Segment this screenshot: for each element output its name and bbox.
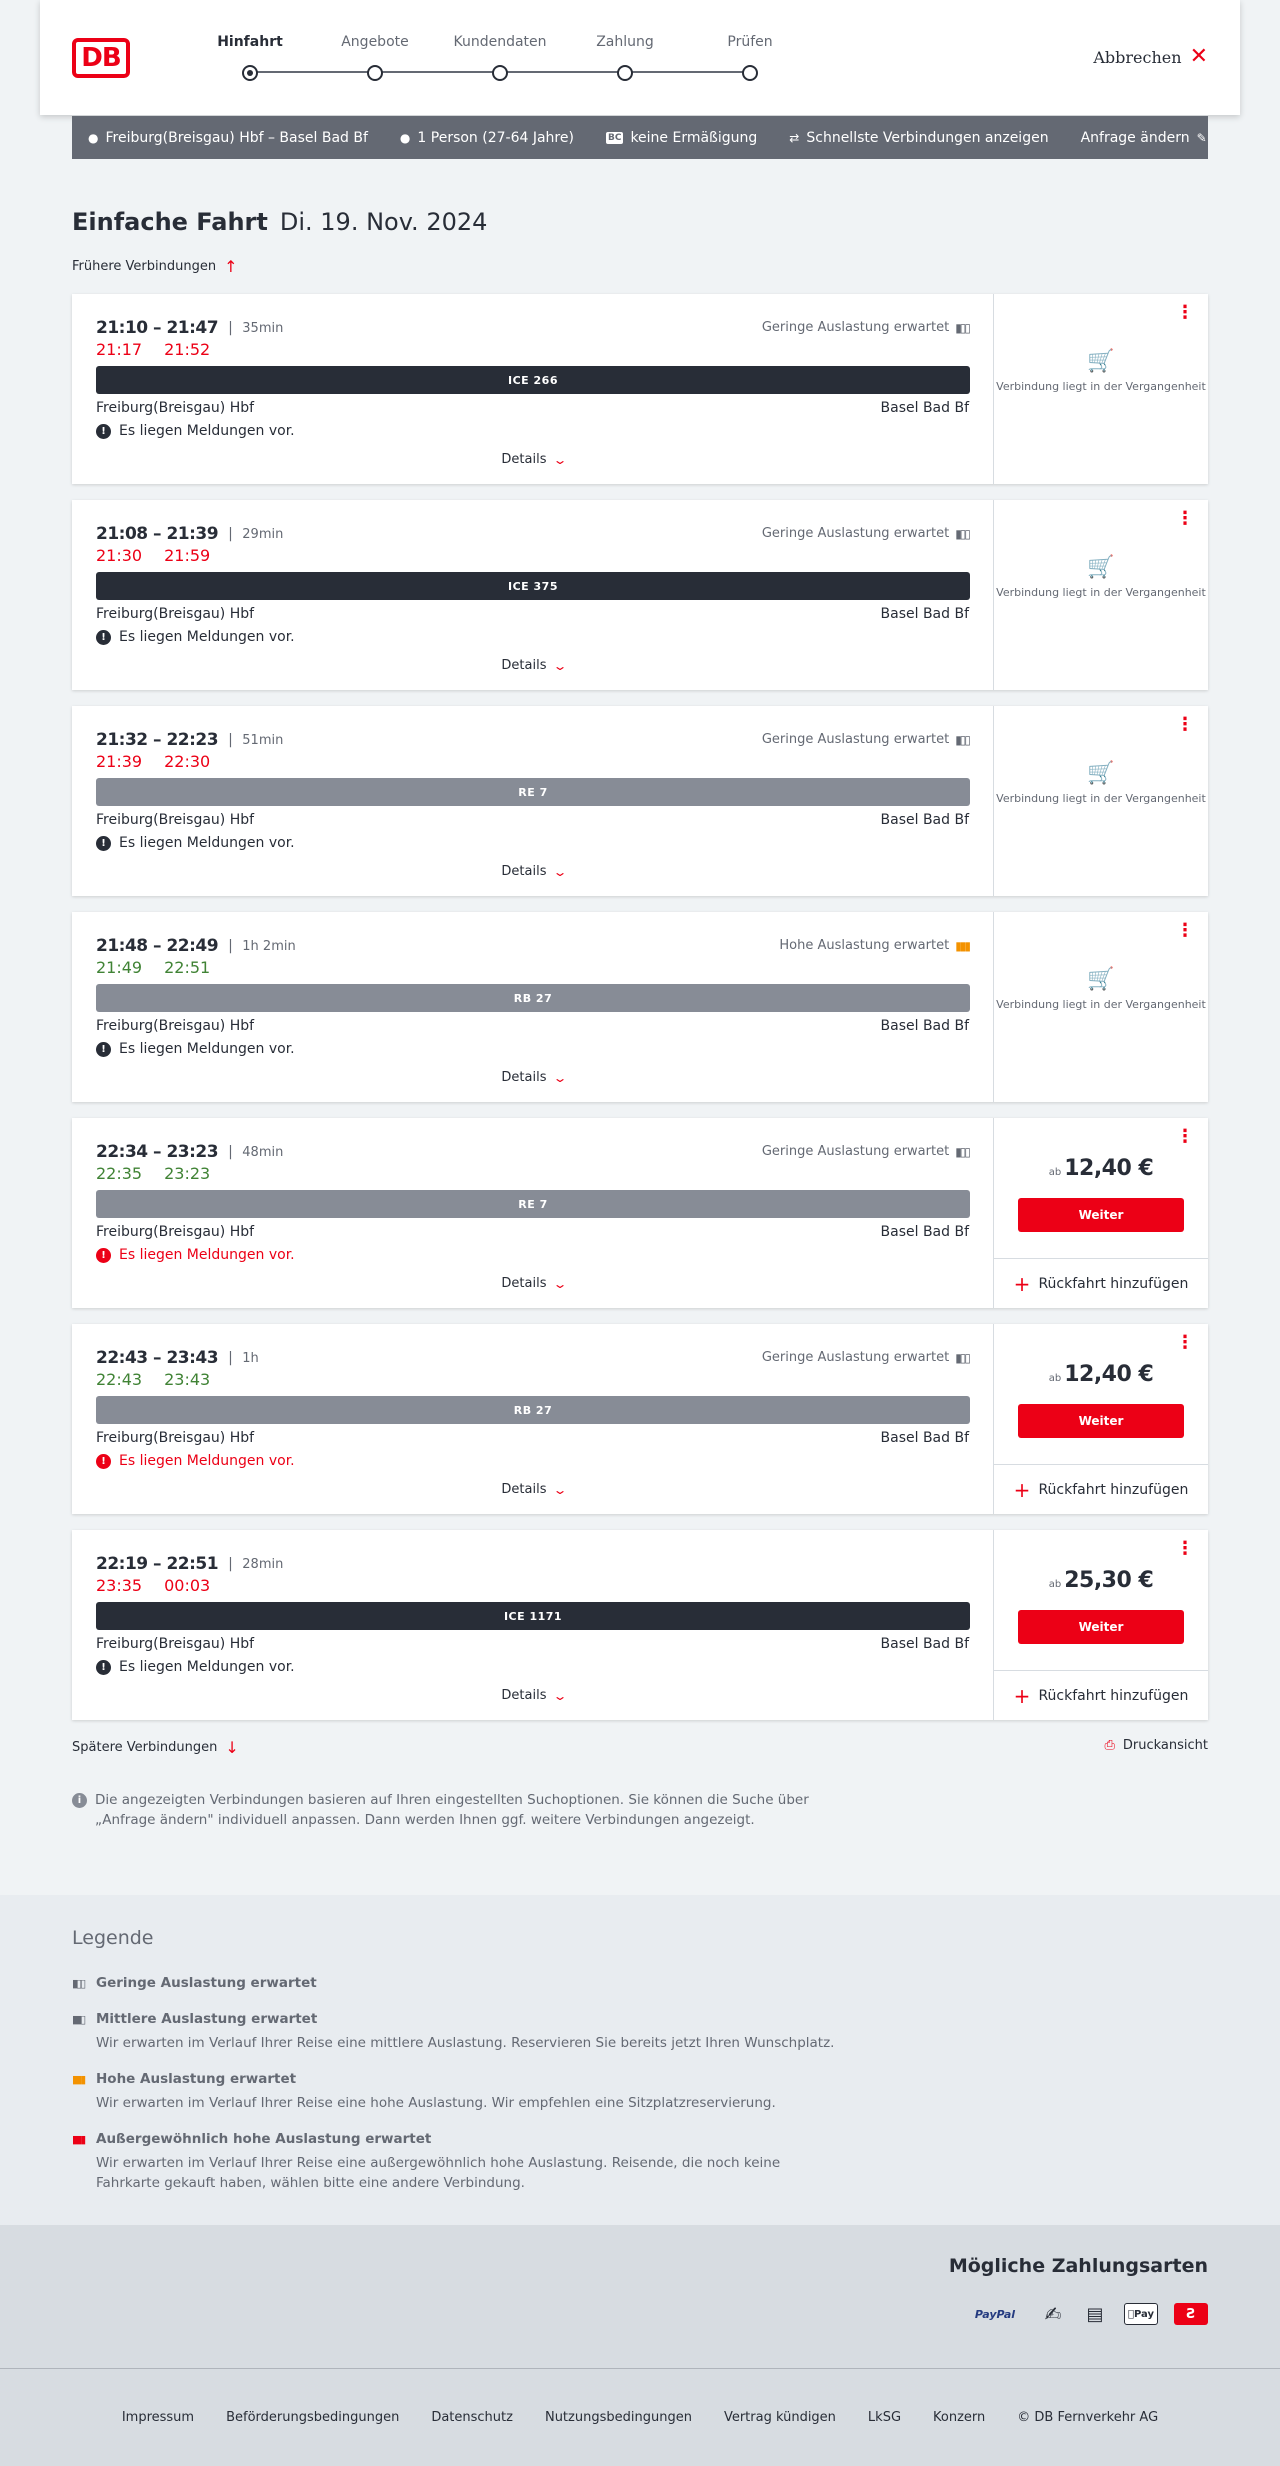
details-label: Details	[501, 864, 547, 879]
separator: |	[228, 938, 233, 954]
train-bar[interactable]: ICE 266	[96, 366, 970, 394]
sepa-icon: ▤	[1086, 2303, 1104, 2325]
price	[994, 1156, 1208, 1181]
realtime-times	[96, 340, 210, 359]
notice-text: Es liegen Meldungen vor.	[119, 835, 295, 851]
cancel-button[interactable]	[1093, 46, 1208, 68]
chevron-down-icon: ⌄	[551, 1070, 568, 1085]
connection-offer	[994, 294, 1208, 484]
past-connection-note	[994, 349, 1208, 394]
plus-icon: +	[1013, 1477, 1031, 1502]
realtime-departure: 21:39	[96, 752, 143, 771]
edit-request-button[interactable]	[1081, 130, 1207, 146]
plus-icon: +	[1013, 1683, 1031, 1708]
step-dot	[242, 65, 258, 81]
notice-text: Es liegen Meldungen vor.	[119, 1247, 295, 1263]
price-value: 12,40 €	[1064, 1362, 1154, 1387]
payment-methods-section	[0, 2225, 1280, 2368]
train-bar[interactable]: RE 7	[96, 1190, 970, 1218]
cancel-label: Abbrechen	[1093, 47, 1182, 67]
connection-main	[72, 1530, 994, 1720]
duration: 48min	[242, 1144, 284, 1160]
print-view-link[interactable]	[1104, 1738, 1208, 1753]
price	[994, 1362, 1208, 1387]
origin-station: Freiburg(Breisgau) Hbf	[96, 1430, 255, 1446]
summary-fastest-text: Schnellste Verbindungen anzeigen	[806, 129, 1049, 146]
details-label: Details	[501, 658, 547, 673]
realtime-departure: 21:30	[96, 546, 143, 565]
separator: |	[228, 1350, 233, 1366]
destination-station: Basel Bad Bf	[880, 606, 969, 622]
load-low-icon: ▮▯▯	[955, 320, 969, 335]
page-title-date: Di. 19. Nov. 2024	[279, 208, 488, 236]
load-extreme-icon: ▮▮▮	[72, 2132, 85, 2146]
footer-link-vertrag-kuendigen[interactable]: Vertrag kündigen	[723, 2410, 836, 2425]
legend-item-high	[72, 2071, 872, 2113]
chevron-down-icon: ⌄	[551, 658, 568, 673]
exclamation-icon: !	[96, 1660, 111, 1675]
add-return-trip-button[interactable]	[994, 1258, 1208, 1308]
origin-station: Freiburg(Breisgau) Hbf	[96, 606, 255, 622]
printer-icon: ⎙	[1104, 1738, 1115, 1753]
scheduled-times: 22:34 – 23:23	[96, 1142, 219, 1162]
origin-station: Freiburg(Breisgau) Hbf	[96, 1224, 255, 1240]
person-icon: ●	[399, 130, 411, 145]
summary-discount	[606, 130, 757, 146]
origin-station: Freiburg(Breisgau) Hbf	[96, 1636, 255, 1652]
apple-pay-label: Pay	[1130, 2308, 1152, 2320]
details-label: Details	[501, 1482, 547, 1497]
later-label: Spätere Verbindungen	[72, 1740, 218, 1755]
summary-route-text: Freiburg(Breisgau) Hbf – Basel Bad Bf	[105, 129, 368, 146]
connection-main	[72, 706, 994, 896]
origin-station: Freiburg(Breisgau) Hbf	[96, 1018, 255, 1034]
summary-discount-text: keine Ermäßigung	[630, 129, 758, 146]
add-return-label: Rückfahrt hinzufügen	[1038, 1481, 1189, 1498]
load-high-icon: ▮▮▮	[72, 2072, 85, 2086]
step-label: Kundendaten	[453, 34, 547, 50]
train-bar[interactable]: RB 27	[96, 1396, 970, 1424]
arrow-up-icon: ↑	[224, 257, 238, 276]
load-high-icon: ▮▮▮	[955, 938, 969, 953]
legend-item-title: Geringe Auslastung erwartet	[96, 1975, 317, 1991]
connection-card	[72, 1324, 1208, 1514]
realtime-arrival: 21:52	[164, 340, 211, 359]
footer-copyright: © DB Fernverkehr AG	[1017, 2410, 1159, 2425]
legend-item-title: Mittlere Auslastung erwartet	[96, 2011, 318, 2027]
details-label: Details	[501, 1276, 547, 1291]
bahncard-icon: BC	[607, 132, 622, 143]
details-toggle[interactable]	[72, 864, 994, 879]
realtime-arrival: 00:03	[164, 1576, 211, 1595]
realtime-departure: 22:43	[96, 1370, 143, 1389]
step-hinfahrt[interactable]	[190, 34, 310, 81]
notice-message[interactable]	[96, 423, 295, 439]
footer-link-nutzungsbedingungen[interactable]: Nutzungsbedingungen	[544, 2410, 692, 2425]
past-connection-note	[994, 761, 1208, 806]
info-note	[72, 1790, 852, 1830]
destination-station: Basel Bad Bf	[880, 1224, 969, 1240]
connection-times	[96, 1348, 259, 1368]
details-label: Details	[501, 1688, 547, 1703]
price-value: 12,40 €	[1064, 1156, 1154, 1181]
swap-arrows-icon: ⇄	[789, 130, 800, 145]
plus-icon: +	[1013, 1271, 1031, 1296]
realtime-departure: 22:35	[96, 1164, 143, 1183]
footer-link-impressum[interactable]: Impressum	[121, 2410, 195, 2425]
step-dot	[742, 65, 758, 81]
connection-card	[72, 912, 1208, 1102]
realtime-departure: 21:49	[96, 958, 143, 977]
connection-main	[72, 500, 994, 690]
connection-offer	[994, 706, 1208, 896]
connection-card	[72, 294, 1208, 484]
chevron-down-icon: ⌄	[551, 452, 568, 467]
connection-card	[72, 500, 1208, 690]
realtime-arrival: 22:30	[164, 752, 211, 771]
arrow-down-icon: ↓	[225, 1738, 239, 1757]
past-connection-note	[994, 555, 1208, 600]
destination-station: Basel Bad Bf	[880, 1018, 969, 1034]
load-text: Geringe Auslastung erwartet	[761, 526, 950, 541]
exclamation-icon: !	[96, 1248, 111, 1263]
load-text: Geringe Auslastung erwartet	[761, 732, 950, 747]
notice-message[interactable]	[96, 629, 295, 645]
step-pruefen	[690, 34, 810, 81]
scheduled-times: 22:19 – 22:51	[96, 1554, 219, 1574]
price-prefix: ab	[1048, 1373, 1062, 1384]
cart-unavailable-icon: 🛒	[1087, 555, 1115, 580]
step-dot	[367, 65, 383, 81]
realtime-departure: 23:35	[96, 1576, 143, 1595]
more-options-icon[interactable]: ⋮	[1176, 1538, 1194, 1559]
footer-link-konzern[interactable]: Konzern	[933, 2410, 986, 2425]
chevron-down-icon: ⌄	[551, 1482, 568, 1497]
payment-methods-title: Mögliche Zahlungsarten	[948, 2255, 1208, 2277]
paypal-icon: PayPal	[974, 2307, 1016, 2321]
step-label: Prüfen	[727, 34, 773, 50]
scheduled-times: 21:08 – 21:39	[96, 524, 219, 544]
scheduled-times: 21:48 – 22:49	[96, 936, 219, 956]
load-forecast	[762, 320, 969, 335]
step-label: Hinfahrt	[217, 34, 283, 50]
separator: |	[228, 526, 233, 542]
legend-title: Legende	[72, 1927, 154, 1949]
load-forecast	[762, 1350, 969, 1365]
cart-unavailable-icon: 🛒	[1087, 761, 1115, 786]
pencil-icon: ✎	[1196, 130, 1207, 145]
legend-item-desc: Wir erwarten im Verlauf Ihrer Reise eine außergewöhnlich hohe Auslastung. Reisende, die noch keine Fahrkarte gekauft haben, wählen bitte eine andere Verbindung.	[96, 2155, 781, 2191]
connection-offer	[994, 500, 1208, 690]
past-connection-text: Verbindung liegt in der Vergangenheit	[996, 380, 1206, 393]
notice-message[interactable]	[96, 1453, 295, 1469]
page-title-kind: Einfache Fahrt	[72, 208, 268, 236]
load-low-icon: ▮▯▯	[72, 1976, 85, 1990]
footer-link-lksg[interactable]: LkSG	[867, 2410, 902, 2425]
cart-unavailable-icon: 🛒	[1087, 349, 1115, 374]
scheduled-times: 21:32 – 22:23	[96, 730, 219, 750]
add-return-trip-button[interactable]	[994, 1464, 1208, 1514]
chevron-down-icon: ⌄	[551, 864, 568, 879]
summary-route	[88, 130, 368, 146]
legend-item-medium	[72, 2011, 872, 2053]
destination-station: Basel Bad Bf	[880, 1430, 969, 1446]
load-low-icon: ▮▯▯	[955, 732, 969, 747]
close-icon: ✕	[1189, 44, 1208, 69]
origin-station: Freiburg(Breisgau) Hbf	[96, 400, 255, 416]
notice-text: Es liegen Meldungen vor.	[119, 1453, 295, 1469]
details-toggle[interactable]	[72, 1688, 994, 1703]
step-label: Zahlung	[596, 34, 654, 50]
realtime-times	[96, 752, 210, 771]
step-kundendaten	[440, 34, 560, 81]
summary-fastest	[789, 130, 1048, 146]
connection-offer	[994, 1530, 1208, 1720]
header	[40, 0, 1240, 115]
destination-station: Basel Bad Bf	[880, 1636, 969, 1652]
notice-message[interactable]	[96, 1247, 295, 1263]
details-toggle[interactable]	[72, 452, 994, 467]
price-value: 25,30 €	[1064, 1568, 1154, 1593]
duration: 28min	[242, 1556, 284, 1572]
duration: 29min	[242, 526, 284, 542]
past-connection-text: Verbindung liegt in der Vergangenheit	[996, 998, 1206, 1011]
connection-main	[72, 294, 994, 484]
search-summary-bar	[72, 116, 1208, 159]
load-text: Hohe Auslastung erwartet	[779, 938, 950, 953]
past-connection-text: Verbindung liegt in der Vergangenheit	[996, 792, 1206, 805]
summary-passengers-text: 1 Person (27-64 Jahre)	[417, 129, 574, 146]
more-options-icon[interactable]: ⋮	[1176, 714, 1194, 735]
payment-methods-list	[966, 2303, 1208, 2325]
more-options-icon[interactable]: ⋮	[1176, 302, 1194, 323]
footer-link-datenschutz[interactable]: Datenschutz	[431, 2410, 513, 2425]
separator: |	[228, 1556, 233, 1572]
page-title	[72, 208, 487, 236]
price-prefix: ab	[1048, 1579, 1062, 1590]
notice-message[interactable]	[96, 835, 295, 851]
connection-main	[72, 912, 994, 1102]
details-toggle[interactable]	[72, 1276, 994, 1291]
realtime-times	[96, 1576, 210, 1595]
more-options-icon[interactable]: ⋮	[1176, 1126, 1194, 1147]
connection-card	[72, 1118, 1208, 1308]
price-prefix: ab	[1048, 1167, 1062, 1178]
continue-button[interactable]: Weiter	[1018, 1198, 1184, 1232]
duration: 1h 2min	[242, 938, 296, 954]
destination-station: Basel Bad Bf	[880, 400, 969, 416]
scheduled-times: 22:43 – 23:43	[96, 1348, 219, 1368]
details-label: Details	[501, 452, 547, 467]
connection-main	[72, 1118, 994, 1308]
load-forecast	[762, 526, 969, 541]
train-bar[interactable]: ICE 1171	[96, 1602, 970, 1630]
cart-unavailable-icon: 🛒	[1087, 967, 1115, 992]
more-options-icon[interactable]: ⋮	[1176, 920, 1194, 941]
duration: 51min	[242, 732, 284, 748]
load-low-icon: ▮▯▯	[955, 1144, 969, 1159]
separator: |	[228, 732, 233, 748]
legend-item-low	[72, 1975, 872, 1991]
realtime-arrival: 23:43	[164, 1370, 211, 1389]
db-payment-icon: Ƨ	[1174, 2303, 1208, 2325]
continue-button[interactable]: Weiter	[1018, 1404, 1184, 1438]
exclamation-icon: !	[96, 424, 111, 439]
load-forecast	[779, 938, 969, 953]
realtime-arrival: 23:23	[164, 1164, 211, 1183]
step-zahlung	[565, 34, 685, 81]
earlier-label: Frühere Verbindungen	[72, 259, 217, 274]
train-bar[interactable]: RB 27	[96, 984, 970, 1012]
earlier-connections-link[interactable]	[72, 257, 238, 276]
connection-offer	[994, 1324, 1208, 1514]
load-medium-icon: ▮▮▯	[72, 2012, 85, 2026]
realtime-times	[96, 1164, 210, 1183]
legend-item-desc: Wir erwarten im Verlauf Ihrer Reise eine hohe Auslastung. Wir empfehlen eine Sitzplatzreservierung.	[96, 2095, 776, 2111]
legend-section	[0, 1895, 1280, 2225]
price	[994, 1568, 1208, 1593]
step-angebote	[315, 34, 435, 81]
exclamation-icon: !	[96, 1454, 111, 1469]
load-low-icon: ▮▯▯	[955, 526, 969, 541]
connection-main	[72, 1324, 994, 1514]
realtime-times	[96, 958, 210, 977]
train-bar[interactable]: RE 7	[96, 778, 970, 806]
connection-times	[96, 524, 283, 544]
connection-times	[96, 936, 296, 956]
realtime-times	[96, 1370, 210, 1389]
details-toggle[interactable]	[72, 1070, 994, 1085]
realtime-arrival: 21:59	[164, 546, 211, 565]
direct-debit-icon: ✍	[1044, 2302, 1062, 2326]
notice-text: Es liegen Meldungen vor.	[119, 1041, 295, 1057]
connection-times	[96, 730, 283, 750]
past-connection-text: Verbindung liegt in der Vergangenheit	[996, 586, 1206, 599]
separator: |	[228, 320, 233, 336]
db-logo[interactable]: DB	[72, 38, 130, 78]
continue-button[interactable]: Weiter	[1018, 1610, 1184, 1644]
connection-offer	[994, 1118, 1208, 1308]
more-options-icon[interactable]: ⋮	[1176, 508, 1194, 529]
step-dot	[492, 65, 508, 81]
scheduled-times: 21:10 – 21:47	[96, 318, 219, 338]
realtime-arrival: 22:51	[164, 958, 211, 977]
duration: 1h	[242, 1350, 259, 1366]
legend-item-desc: Wir erwarten im Verlauf Ihrer Reise eine mittlere Auslastung. Reservieren Sie bereits jetzt Ihren Wunschplatz.	[96, 2035, 835, 2051]
connection-times	[96, 1142, 283, 1162]
connection-card	[72, 706, 1208, 896]
connection-times	[96, 1554, 283, 1574]
footer-link-befoerderungsbedingungen[interactable]: Beförderungsbedingungen	[226, 2410, 400, 2425]
realtime-departure: 21:17	[96, 340, 143, 359]
apple-pay-icon	[1124, 2303, 1158, 2325]
chevron-down-icon: ⌄	[551, 1276, 568, 1291]
connection-offer	[994, 912, 1208, 1102]
add-return-label: Rückfahrt hinzufügen	[1038, 1275, 1189, 1292]
step-label: Angebote	[341, 34, 409, 50]
train-bar[interactable]: ICE 375	[96, 572, 970, 600]
past-connection-note	[994, 967, 1208, 1012]
notice-text: Es liegen Meldungen vor.	[119, 1659, 295, 1675]
legend-item-extreme	[72, 2131, 872, 2193]
edit-request-label: Anfrage ändern	[1080, 129, 1190, 146]
info-icon: i	[72, 1793, 87, 1808]
chevron-down-icon: ⌄	[551, 1688, 568, 1703]
details-toggle[interactable]	[72, 658, 994, 673]
step-dot	[617, 65, 633, 81]
load-low-icon: ▮▯▯	[955, 1350, 969, 1365]
notice-text: Es liegen Meldungen vor.	[119, 629, 295, 645]
destination-station: Basel Bad Bf	[880, 812, 969, 828]
add-return-label: Rückfahrt hinzufügen	[1038, 1687, 1189, 1704]
realtime-times	[96, 546, 210, 565]
add-return-trip-button[interactable]	[994, 1670, 1208, 1720]
legend-item-title: Außergewöhnlich hohe Auslastung erwartet	[96, 2131, 432, 2147]
exclamation-icon: !	[96, 630, 111, 645]
load-forecast	[762, 732, 969, 747]
notice-message[interactable]	[96, 1659, 295, 1675]
more-options-icon[interactable]: ⋮	[1176, 1332, 1194, 1353]
summary-passengers	[400, 130, 574, 146]
notice-text: Es liegen Meldungen vor.	[119, 423, 295, 439]
details-label: Details	[501, 1070, 547, 1085]
details-toggle[interactable]	[72, 1482, 994, 1497]
connection-times	[96, 318, 283, 338]
exclamation-icon: !	[96, 1042, 111, 1057]
load-forecast	[762, 1144, 969, 1159]
notice-message[interactable]	[96, 1041, 295, 1057]
load-text: Geringe Auslastung erwartet	[761, 320, 950, 335]
location-pin-icon: ●	[88, 130, 99, 145]
progress-steps	[210, 34, 773, 84]
print-label: Druckansicht	[1122, 1738, 1208, 1753]
load-text: Geringe Auslastung erwartet	[761, 1144, 950, 1159]
connection-card	[72, 1530, 1208, 1720]
load-text: Geringe Auslastung erwartet	[761, 1350, 950, 1365]
origin-station: Freiburg(Breisgau) Hbf	[96, 812, 255, 828]
exclamation-icon: !	[96, 836, 111, 851]
info-text: Die angezeigten Verbindungen basieren auf Ihren eingestellten Suchoptionen. Sie können die Suche über „Anfrage ändern" individuell anpassen. Dann werden Ihnen ggf. weitere Verbindungen angezeigt.	[95, 1792, 809, 1828]
footer	[0, 2368, 1280, 2466]
duration: 35min	[242, 320, 284, 336]
separator: |	[228, 1144, 233, 1160]
later-connections-link[interactable]	[72, 1738, 239, 1757]
legend-item-title: Hohe Auslastung erwartet	[96, 2071, 297, 2087]
